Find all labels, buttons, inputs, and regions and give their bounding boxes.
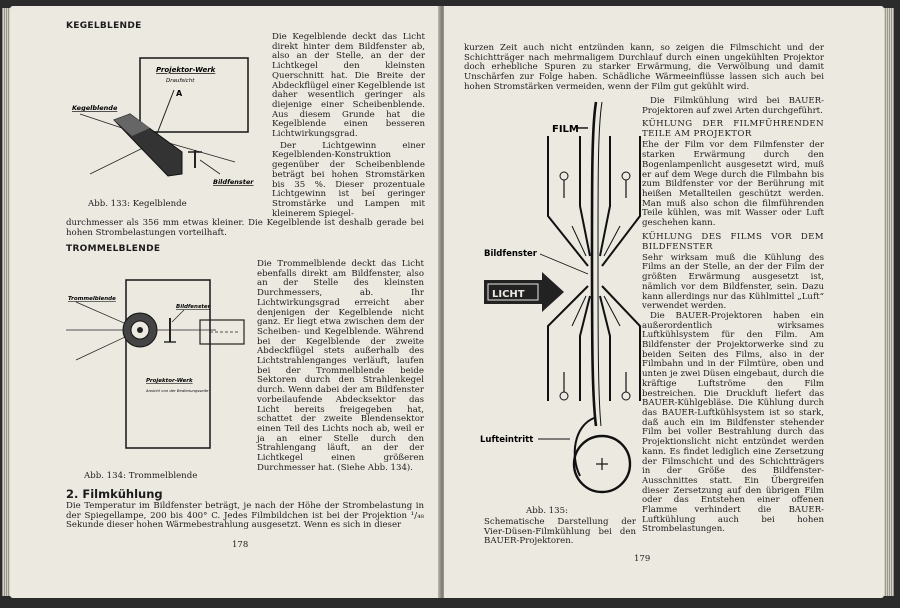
right-page — [444, 6, 884, 598]
right-column-text — [642, 97, 824, 535]
fig134-label-bildfenster: Bildfenster — [176, 304, 211, 310]
film-strip-edge — [598, 102, 602, 426]
upper-right-nozzle — [600, 136, 640, 266]
heading-kegelblende: KEGELBLENDE — [66, 21, 142, 31]
heading-kuehlung-filmfuehrende-teile: KÜHLUNG DER FILMFÜHRENDEN TEILE AM PROJEKTOR — [642, 119, 824, 140]
kegelblende-text-continued: durchmesser als 356 mm etwas kleiner. Die Kegelblende ist deshalb gerade bei hohen Strombelastungen vorteilhaft. — [66, 218, 424, 238]
heading-trommelblende: TROMMELBLENDE — [66, 244, 161, 254]
airflow-arrow — [622, 392, 630, 400]
airflow-arrow — [560, 392, 568, 400]
fig135-label-licht: LICHT — [492, 289, 525, 300]
right-page-edges — [884, 8, 894, 596]
fig133-label-kegelblende: Kegelblende — [72, 104, 118, 112]
airflow-arrow — [622, 172, 630, 180]
fig133-label-projektor-werk: Projektor-Werk — [156, 66, 216, 74]
kegelblende-paragraph: Der Lichtgewinn einer Kegelblenden-Konstruktion gegenüber der Scheibenblende beträgt bei hohen Stromstärken bis 35 %. Dieser prozentuale Lichtgewinn ist bei geringer Stromstärke und Lampen mit kleinerem Spiegel- — [272, 140, 425, 219]
fig133-caption: Abb. 133: Kegelblende — [88, 199, 187, 209]
figure-134-trommelblende-diagram — [66, 268, 256, 468]
trommel-drum-hub — [137, 327, 143, 333]
film-loop — [575, 418, 594, 476]
kegelblende-paragraph: Die Kegelblende deckt das Licht direkt hinter dem Bildfenster ab, also an der Stelle, an der der Lichtkegel den kleinsten Querschnitt hat. Die Breite der Abdeckflügel einer Kegelblende ist daher wesentlich geringer als diejenige einer Scheibenblende. Aus diesem Grunde hat die Kegelblende einen besseren Lichtwirkungsgrad. — [272, 32, 425, 140]
top-paragraph: kurzen Zeit auch nicht entzünden kann, so zeigen die Filmschicht und der Schichtträger nach mehrmaligem Durchlauf durch einen ungekühlten Projektor doch erhebliche Spuren zu starker Erwärmung, die Verwölbung und damit Unschärfen zur Folge haben. Schädliche Wärmeeinflüsse lassen sich auch bei hohen Stromstärken vermeiden, wenn der Film gut gekühlt wird. — [464, 43, 824, 92]
filmkuehlung-text: Die Temperatur im Bildfenster beträgt, je nach der Höhe der Strombelastung in der Spiegellampe, 200 bis 400° C. Jedes Filmbildchen ist bei der Projektion ¹/₄₈ Sekunde dieser hohen Wärmebestrahlung ausgesetzt. Wenn es sich in dieser — [66, 501, 424, 531]
upper-left-nozzle — [548, 136, 590, 266]
fig134-label-trommelblende: Trommelblende — [68, 296, 116, 302]
page-number-left: 178 — [232, 540, 249, 550]
left-page — [10, 6, 440, 598]
paragraph-filmfuehrende-teile: Ehe der Film vor dem Filmfenster der starken Erwärmung durch den Bogenlampenlicht ausgesetzt wird, muß er auf dem Wege durch die Filmbahn bis zum Bildfenster vor der Berührung mit heißen Metallteilen geschützt werden. Man muß also schon die filmführenden Teile kühlen, was mit Wasser oder Luft geschehen kann. — [642, 140, 824, 229]
figure-133-kegelblende-diagram — [70, 44, 270, 194]
trommelblende-text: Die Trommelblende deckt das Licht ebenfalls direkt am Bildfenster, also an der Stelle des kleinsten Durchmessers, ab. Ihr Lichtwirkungsgrad erreicht aber denjenigen der Kegelblende nicht ganz. Er liegt etwa zwischen dem der Scheiben- und Kegelblende. Während bei der Kegelblende der zweite Abdeckflügel stets außerhalb des Lichtstrahlenganges verläuft, laufen bei der Trommelblende beide Sektoren durch den Strahlenkegel durch. Wenn dabei der am Bildfenster vorbeilaufende Abdecksektor das Licht bereits freigegeben hat, schattet der zweite Blendensektor einen Teil des Lichts noch ab, weil er ja an einer Stelle durch den Strahlengang läuft, an der der Lichtkegel einen größeren Durchmesser hat. (Siehe Abb. 134). — [257, 259, 424, 473]
fig135-caption-number: Abb. 135: — [526, 506, 568, 516]
fig134-caption: Abb. 134: Trommelblende — [84, 471, 198, 481]
page-number-right: 179 — [634, 554, 651, 564]
fig135-label-film: FILM — [552, 124, 579, 135]
intro-paragraph: Die Filmkühlung wird bei BAUER-Projektoren auf zwei Arten durchgeführt. — [642, 96, 824, 116]
fig133-label-draufsicht: Draufsicht — [166, 78, 195, 84]
heading-filmkuehlung: 2. Filmkühlung — [66, 487, 163, 501]
figure-135-filmkuehlung-diagram — [480, 96, 646, 506]
fig134-label-projektor-werk: Projektor-Werk — [146, 378, 193, 384]
fig133-label-a: A — [176, 89, 183, 98]
fig135-caption: Schematische Darstellung der Vier-Düsen-Filmkühlung bei den BAUER-Projektoren. — [484, 517, 636, 547]
film-strip — [592, 102, 596, 426]
fig135-label-bildfenster: Bildfenster — [484, 249, 537, 259]
kegelblende-text — [272, 33, 425, 219]
left-page-edges — [2, 8, 10, 596]
heading-kuehlung-vor-bildfenster: KÜHLUNG DES FILMS VOR DEM BILDFENSTER — [642, 231, 824, 252]
paragraph-luftkuehlsystem: Die BAUER-Projektoren haben ein außerordentlich wirksames Luftkühlsystem für den Film. Am Bildfenster der Projektorwerke sind zu beiden Seiten des Films, also in der Filmbahn und in der Filmtüre, oben und unten je zwei Düsen eingebaut, durch die kräftige Luftströme den Film bestreichen. Die Druckluft liefert das BAUER-Kühlgebläse. Die Kühlung durch das BAUER-Luftkühlsystem ist so stark, daß auch ein im Bildfenster stehender Film bei voller Bestrahlung durch das Projektionslicht nicht entzündet werden kann. Es findet lediglich eine Zersetzung der Filmschicht und des Schichtträgers in der Größe des Bildfenster-Ausschnittes statt. Ein Übergreifen dieser Zersetzung auf den übrigen Film oder das Entstehen einer offenen Flamme verhindert die BAUER-Luftkühlung auch bei hohen Strombelastungen. — [642, 310, 824, 535]
lower-left-nozzle — [548, 286, 590, 401]
paragraph-kuehlung-vor-bildfenster: Sehr wirksam muß die Kühlung des Films an der Stelle, an der der Film der größten Erwärmung ausgesetzt ist, nämlich vor dem Bildfenster, sein. Dazu kann allerdings nur das Kühlmittel „Luft“ verwendet werden. — [642, 252, 824, 312]
lower-right-nozzle — [600, 286, 640, 401]
bildfenster-pointer — [172, 310, 184, 322]
fig135-label-lufteintritt: Lufteintritt — [480, 435, 534, 445]
fig134-label-sub: Ansicht von der Bedienungsseite — [146, 388, 209, 393]
bildfenster-pointer — [200, 160, 220, 174]
fig133-label-bildfenster: Bildfenster — [213, 178, 254, 186]
airflow-arrow — [560, 172, 568, 180]
